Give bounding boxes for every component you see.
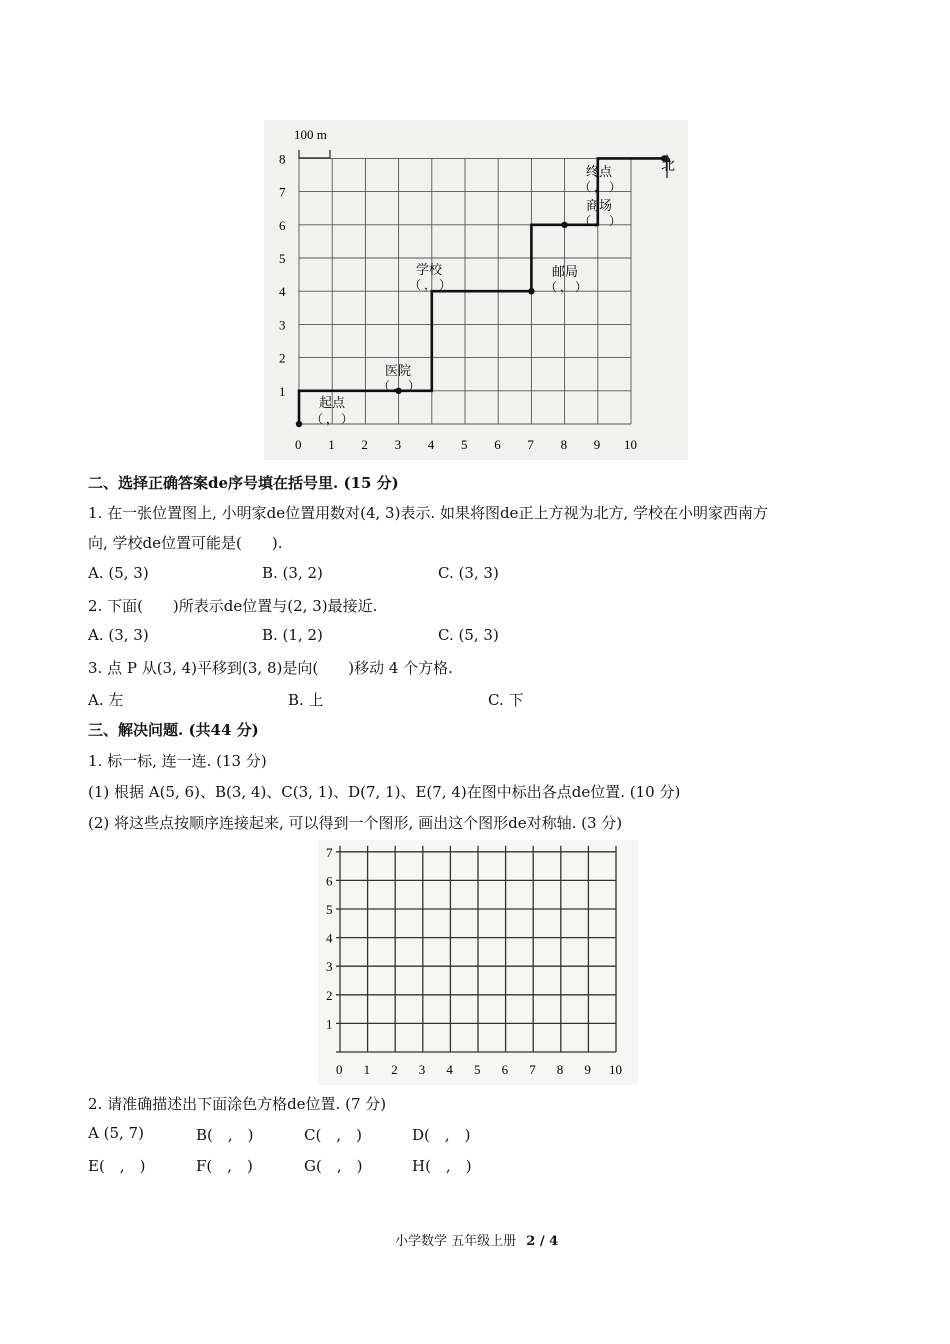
map-y-tick-label: 8: [279, 151, 286, 167]
map-y-tick-label: 6: [279, 217, 286, 233]
section2-q2: 2. 下面( )所表示de位置与(2, 3)最接近.: [88, 597, 378, 615]
grid2-x-tick-label: 5: [474, 1062, 481, 1077]
grid2-x-tick-label: 8: [556, 1062, 564, 1077]
scale-label: 100 m: [294, 127, 327, 142]
answer-g: G( , ): [304, 1157, 363, 1175]
section3-heading: 三、解决问题. (共44 分): [88, 721, 259, 739]
answer-c: C( , ): [304, 1126, 362, 1144]
place-end-blank: （ ， ）: [579, 180, 622, 194]
map-x-tick-label: 0: [295, 437, 302, 452]
place-school-blank: （ ， ）: [409, 278, 452, 292]
section2-q1-line2: 向, 学校de位置可能是( ).: [88, 534, 283, 552]
section2-q3-option-b: B. 上: [288, 691, 324, 709]
section2-q3-option-c: C. 下: [488, 691, 524, 709]
place-end: 终点: [586, 164, 613, 179]
place-start-blank: （ ， ）: [311, 412, 354, 426]
route-point: [561, 222, 567, 228]
page-footer: [395, 1230, 558, 1249]
grid2-y-tick-label: 6: [326, 873, 333, 889]
footer-subject: 小学数学 五年级上册: [395, 1234, 517, 1249]
coordinate-grid-figure: [318, 840, 638, 1085]
answer-h: H( , ): [412, 1157, 472, 1175]
map-y-tick-label: 7: [279, 184, 286, 200]
section2-q3: 3. 点 P 从(3, 4)平移到(3, 8)是向( )移动 4 个方格.: [88, 659, 453, 677]
grid2-x-tick-label: 10: [609, 1062, 622, 1077]
place-post-office-blank: （ ， ）: [545, 280, 588, 294]
grid2-x-tick-label: 7: [529, 1062, 536, 1077]
map-x-tick-label: 2: [361, 437, 368, 452]
map-x-tick-label: 4: [427, 437, 435, 452]
section2-q1-option-a: A. (5, 3): [88, 564, 149, 582]
section2-q1-option-c: C. (3, 3): [438, 564, 499, 582]
map-x-tick-label: 9: [593, 437, 601, 452]
place-hospital: 医院: [385, 363, 412, 378]
grid2-y-tick-label: 4: [326, 930, 333, 946]
grid2-x-tick-label: 0: [336, 1062, 343, 1077]
answer-e: E( , ): [88, 1157, 146, 1175]
grid2-y-tick-label: 7: [326, 844, 333, 860]
section2-q2-option-c: C. (5, 3): [438, 626, 499, 644]
grid2-x-tick-label: 4: [446, 1062, 453, 1077]
section2-q1-line1: 1. 在一张位置图上, 小明家de位置用数对(4, 3)表示. 如果将图de正上方视为北方, 学校在小明家西南方: [88, 504, 768, 522]
map-x-tick-label: 10: [624, 437, 637, 452]
section3-q1-part2: (2) 将这些点按顺序连接起来, 可以得到一个图形, 画出这个图形de对称轴. (3 分): [88, 814, 623, 832]
place-start: 起点: [319, 395, 346, 410]
grid2-y-tick-label: 3: [326, 959, 333, 975]
place-mall-blank: （ ， ）: [579, 214, 622, 228]
north-label: 北: [661, 159, 675, 174]
map-x-tick-label: 3: [394, 437, 402, 452]
section2-heading: 二、选择正确答案de序号填在括号里. (15 分): [88, 474, 399, 492]
map-x-tick-label: 5: [461, 437, 468, 452]
section2-q2-option-b: B. (1, 2): [262, 626, 323, 644]
section3-q1: 1. 标一标, 连一连. (13 分): [88, 752, 267, 770]
place-hospital-blank: （ ， ）: [378, 379, 421, 393]
section3-q1-part1: (1) 根据 A(5, 6)、B(3, 4)、C(3, 1)、D(7, 1)、E(7, 4)在图中标出各点de位置. (10 分): [88, 783, 681, 801]
map-x-tick-label: 6: [494, 437, 501, 452]
grid2-x-tick-label: 9: [584, 1062, 591, 1077]
route-map-figure: [264, 120, 688, 460]
map-y-tick-label: 1: [279, 383, 286, 399]
section2-q2-option-a: A. (3, 3): [88, 626, 149, 644]
grid2-y-tick-label: 5: [326, 902, 333, 917]
map-x-tick-label: 8: [560, 437, 568, 452]
answer-f: F( , ): [196, 1157, 253, 1175]
map-y-tick-label: 2: [279, 350, 286, 366]
grid2-y-tick-label: 1: [326, 1016, 333, 1032]
answer-a: A (5, 7): [88, 1124, 144, 1142]
route-point: [296, 421, 302, 427]
map-y-tick-label: 5: [279, 251, 286, 266]
answer-b: B( , ): [196, 1126, 254, 1144]
grid2-y-tick-label: 2: [326, 987, 333, 1003]
footer-page-number: 2 / 4: [526, 1234, 559, 1249]
map-y-tick-label: 4: [279, 284, 286, 300]
map-y-tick-label: 3: [279, 317, 286, 333]
map-x-tick-label: 7: [527, 437, 534, 452]
place-school: 学校: [416, 262, 443, 277]
place-mall: 商场: [586, 198, 613, 213]
section3-q2: 2. 请准确描述出下面涂色方格de位置. (7 分): [88, 1095, 387, 1113]
grid2-x-tick-label: 2: [391, 1062, 398, 1077]
section2-q1-option-b: B. (3, 2): [262, 564, 323, 582]
route-point: [528, 288, 534, 294]
answer-d: D( , ): [412, 1126, 471, 1144]
place-post-office: 邮局: [552, 264, 579, 279]
grid2-x-tick-label: 6: [501, 1062, 509, 1077]
grid2-x-tick-label: 1: [363, 1062, 371, 1077]
section2-q3-option-a: A. 左: [88, 691, 124, 709]
map-x-tick-label: 1: [328, 437, 335, 452]
grid2-x-tick-label: 3: [418, 1062, 426, 1077]
